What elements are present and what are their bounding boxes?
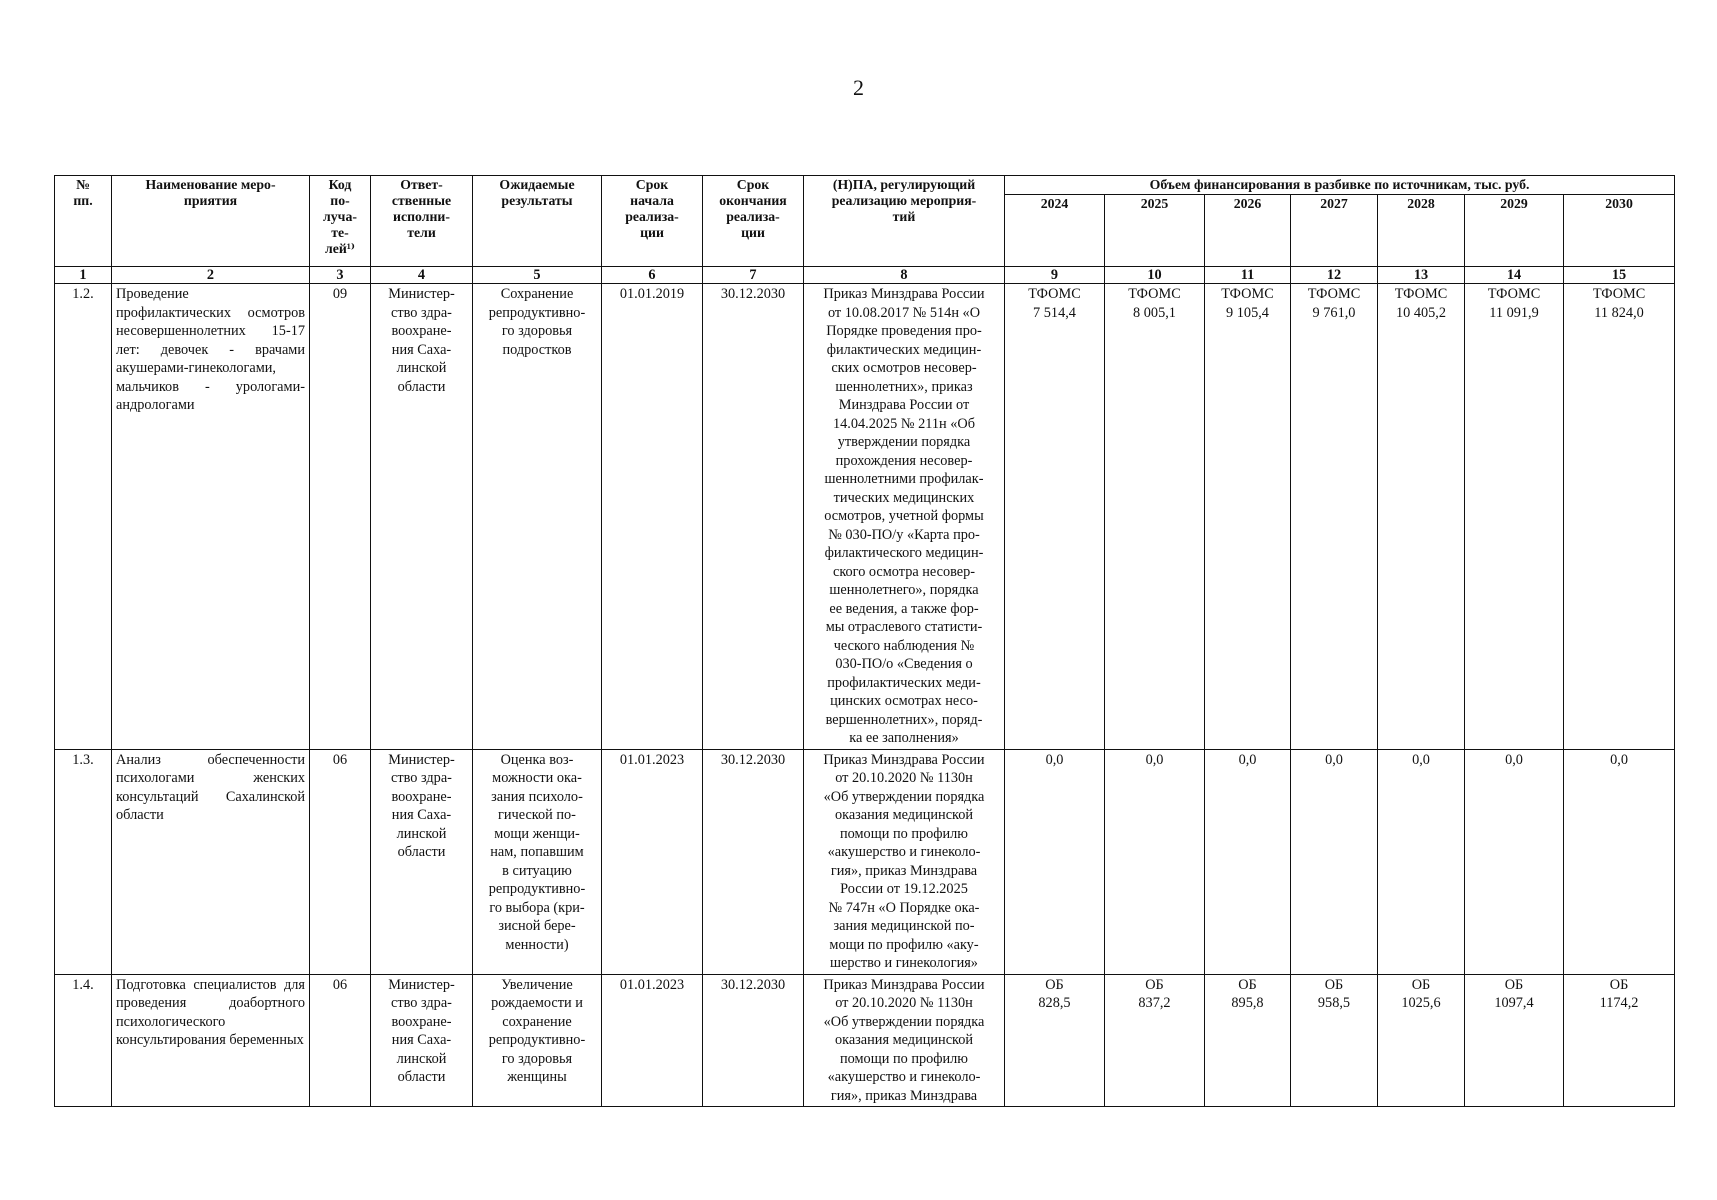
column-number: 2 [112,267,310,284]
column-number: 1 [55,267,112,284]
responsible-executor: Министер- ство здра- воохране- ния Саха- линской области [371,284,473,750]
activity-name: Анализ обеспеченности психологами женских консультаций Сахалинской области [112,749,310,974]
financing-cell: ОБ 1174,2 [1564,974,1675,1107]
financing-cell: 0,0 [1564,749,1675,974]
header-npa: (Н)ПА, регулирующий реализацию мероприя- тий [804,176,1005,267]
start-date: 01.01.2023 [602,974,703,1107]
header-year: 2029 [1465,195,1564,267]
column-number: 3 [310,267,371,284]
recipient-code: 06 [310,749,371,974]
responsible-executor: Министер- ство здра- воохране- ния Саха- линской области [371,749,473,974]
header-end: Срок окончания реализа- ции [703,176,804,267]
end-date: 30.12.2030 [703,284,804,750]
financing-cell: ТФОМС 11 091,9 [1465,284,1564,750]
header-row-1 [55,176,1675,195]
financing-cell: ТФОМС 7 514,4 [1005,284,1105,750]
column-number: 5 [473,267,602,284]
column-number: 9 [1005,267,1105,284]
financing-cell: ОБ 828,5 [1005,974,1105,1107]
responsible-executor: Министер- ство здра- воохране- ния Саха- линской области [371,974,473,1107]
financing-cell: ТФОМС 9 105,4 [1205,284,1291,750]
activities-table [54,175,1675,1107]
financing-cell: ТФОМС 10 405,2 [1378,284,1465,750]
header-name: Наименование меро- приятия [112,176,310,267]
header-year: 2024 [1005,195,1105,267]
financing-cell: 0,0 [1378,749,1465,974]
financing-cell: 0,0 [1205,749,1291,974]
financing-cell: ОБ 958,5 [1291,974,1378,1107]
row-number: 1.3. [55,749,112,974]
financing-cell: ТФОМС 8 005,1 [1105,284,1205,750]
financing-cell: 0,0 [1005,749,1105,974]
header-year: 2025 [1105,195,1205,267]
header-financing: Объем финансирования в разбивке по источникам, тыс. руб. [1005,176,1675,195]
financing-cell: ОБ 895,8 [1205,974,1291,1107]
financing-cell: ОБ 1025,6 [1378,974,1465,1107]
financing-cell: ОБ 837,2 [1105,974,1205,1107]
header-num: № пп. [55,176,112,267]
header-start: Срок начала реализа- ции [602,176,703,267]
financing-cell: 0,0 [1105,749,1205,974]
table-row [55,284,1675,750]
expected-results: Увеличение рождаемости и сохранение репродуктивно- го здоровья женщины [473,974,602,1107]
header-code: Код по- луча- те- лей¹⁾ [310,176,371,267]
column-number: 15 [1564,267,1675,284]
header-year: 2026 [1205,195,1291,267]
column-number: 11 [1205,267,1291,284]
financing-cell: ТФОМС 9 761,0 [1291,284,1378,750]
financing-cell: 0,0 [1291,749,1378,974]
header-responsible: Ответ- ственные исполни- тели [371,176,473,267]
page-number: 2 [853,75,864,100]
financing-cell: 0,0 [1465,749,1564,974]
column-number-row [55,267,1675,284]
header-results: Ожидаемые результаты [473,176,602,267]
row-number: 1.4. [55,974,112,1107]
recipient-code: 06 [310,974,371,1107]
end-date: 30.12.2030 [703,749,804,974]
header-year: 2028 [1378,195,1465,267]
header-year: 2027 [1291,195,1378,267]
column-number: 8 [804,267,1005,284]
regulatory-act: Приказ Минздрава России от 20.10.2020 № 1130н «Об утверждении порядка оказания медицинской помощи по профилю «акушерство и гинеколо- гия», приказ Минздрава России от 19.12.2025 № 747н «О Порядке ока- зания медицинской по- мощи по профилю «аку- шерство и гинекология» [804,749,1005,974]
header-year: 2030 [1564,195,1675,267]
column-number: 6 [602,267,703,284]
row-number: 1.2. [55,284,112,750]
expected-results: Оценка воз- можности ока- зания психоло- гической по- мощи женщи- нам, попавшим в ситуацию репродуктивно- го выбора (кри- зисной бере- менности) [473,749,602,974]
activity-name: Проведение профилактических осмотров несовершеннолетних 15-17 лет: девочек - врачами акушерами-гинекологами, мальчиков - урологами-андрологами [112,284,310,750]
table-row [55,974,1675,1107]
end-date: 30.12.2030 [703,974,804,1107]
activity-name: Подготовка специалистов для проведения доабортного психологического консультирования беременных [112,974,310,1107]
regulatory-act: Приказ Минздрава России от 20.10.2020 № 1130н «Об утверждении порядка оказания медицинской помощи по профилю «акушерство и гинеколо- гия», приказ Минздрава [804,974,1005,1107]
column-number: 7 [703,267,804,284]
column-number: 12 [1291,267,1378,284]
recipient-code: 09 [310,284,371,750]
start-date: 01.01.2019 [602,284,703,750]
expected-results: Сохранение репродуктивно- го здоровья подростков [473,284,602,750]
column-number: 13 [1378,267,1465,284]
column-number: 14 [1465,267,1564,284]
regulatory-act: Приказ Минздрава России от 10.08.2017 № 514н «О Порядке проведения про- филактических медицин- ских осмотров несовер- шеннолетних», приказ Минздрава России от 14.04.2025 № 211н «Об утверждении порядка прохождения несовер- шеннолетними профилак- тических медицинских осмотров, учетной формы № 030-ПО/у «Карта про- филактического медицин- ского осмотра несовер- шеннолетнего», порядка ее ведения, а также фор- мы отраслевого статисти- ческого наблюдения № 030-ПО/о «Сведения о профилактических меди- цинских осмотрах несо- вершеннолетних», поряд- ка ее заполнения» [804,284,1005,750]
table-row [55,749,1675,974]
financing-cell: ТФОМС 11 824,0 [1564,284,1675,750]
financing-cell: ОБ 1097,4 [1465,974,1564,1107]
column-number: 10 [1105,267,1205,284]
start-date: 01.01.2023 [602,749,703,974]
column-number: 4 [371,267,473,284]
